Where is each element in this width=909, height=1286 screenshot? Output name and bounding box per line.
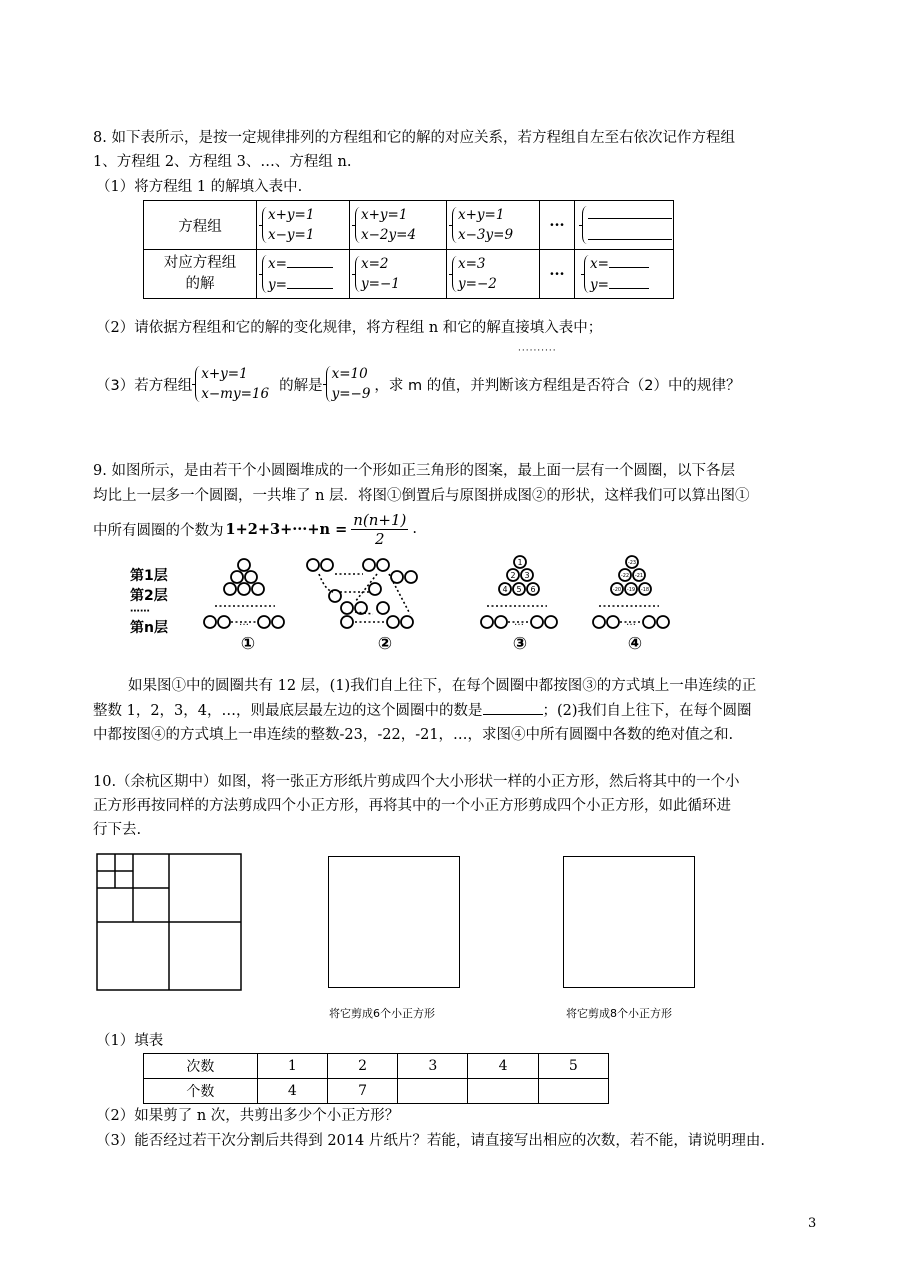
q10-part3: （3）能否经过若干次分割后共得到 2014 片纸片？若能，请直接写出相应的次数，若不能，请说明理由. (96, 1133, 765, 1149)
table-cell: 3 (398, 1054, 468, 1079)
q10-part2: （2）如果剪了 n 次，共剪出多少个小正方形？ (96, 1108, 400, 1124)
table-cell[interactable] (398, 1079, 468, 1104)
fig4-number: -21 (634, 573, 644, 579)
fig4-number: -22 (620, 573, 630, 579)
fig4-number: -18 (640, 587, 650, 593)
q9-para-line3: 中都按图④的方式填上一串连续的整数-23，-22，-21，…，求图④中所有圆圈中各数的绝对值之和. (93, 727, 734, 743)
fig3-number: 5 (516, 585, 522, 594)
q9-formula-line: 中所有圆圈的个数为 1+2+3+···+n = $\frac{n(n+1)}{2}$ . (93, 510, 417, 548)
figure-2-label: ② (377, 634, 393, 654)
q10-intro-line3: 行下去. (93, 822, 142, 838)
q8-part2: （2）请依据方程组和它的解的变化规律，将方程组 n 和它的解直接填入表中； (96, 320, 603, 336)
q10-intro-line1: 10.（余杭区期中）如图，将一张正方形纸片剪成四个大小形状一样的小正方形，然后将其中的一个小 (93, 774, 740, 790)
q8-part3: （3）若方程组 x+y=1 x−my=16 的解是 x=10 y=−9 ，求 m 的值，并判断该方程组是否符合（2）中的规律？ (96, 366, 741, 402)
fig4-number: -20 (612, 587, 622, 593)
q8-dots: ·········· (518, 346, 557, 356)
table-cell: 2 (328, 1054, 398, 1079)
q10-square-figure-2 (328, 856, 460, 988)
table-cell[interactable] (468, 1079, 538, 1104)
q10-square-figure-1 (95, 852, 245, 992)
q8-row2-header: 对应方程组 的解 (144, 250, 257, 299)
figure-1-label: ① (240, 634, 256, 654)
svg-text:…: … (626, 617, 636, 628)
q10-intro-line2: 正方形再按同样的方法剪成四个小正方形，再将其中的一个小正方形剪成四个小正方形，如此循环进 (93, 798, 731, 814)
q8-ellipsis-2: ··· (540, 250, 575, 299)
fig3-number: 3 (524, 571, 530, 580)
q8-system-2: x+y=1 x−2y=4 (350, 201, 447, 250)
figure-2-combined (307, 559, 417, 628)
table-cell[interactable] (538, 1079, 608, 1104)
layer-dots-label: ⋯⋯ (130, 606, 150, 617)
table-cell: 1 (257, 1054, 327, 1079)
layer-n-label: 第n层 (130, 620, 168, 636)
q8-equation-table (143, 200, 674, 299)
q8-system-1: x+y=1 x−y=1 (257, 201, 350, 250)
layer-1-label: 第1层 (130, 568, 168, 584)
fig4-number: -19 (626, 587, 636, 593)
fig3-number: 6 (530, 585, 536, 594)
fig3-number: 4 (502, 585, 508, 594)
svg-text:…: … (514, 617, 524, 628)
q10-part1: （1）填表 (96, 1033, 164, 1049)
q9-circle-figures (195, 552, 715, 656)
q8-solution-2: x=2 y=−1 (350, 250, 447, 299)
q8-solution-3: x=3 y=−2 (447, 250, 540, 299)
q10-fill-table (143, 1053, 609, 1104)
q9-para-line1: 如果图①中的圆圈共有 12 层，(1)我们自上往下，在每个圆圈中都按图③的方式填上一串连续的正 (128, 678, 757, 694)
table-cell: 4 (468, 1054, 538, 1079)
figure-4-label: ④ (627, 634, 643, 654)
q8-solution-n: x= y= (575, 250, 674, 299)
q9-intro-line1: 9. 如图所示，是由若干个小圆圈堆成的一个形如正三角形的图案，最上面一层有一个圆圈，以下各层 (93, 463, 735, 479)
q10-caption-3: 将它剪成8个小正方形 (566, 1007, 672, 1020)
layer-2-label: 第2层 (130, 588, 168, 604)
q8-solution-1: x= y= (257, 250, 350, 299)
q8-intro-line1: 8. 如下表所示，是按一定规律排列的方程组和它的解的对应关系，若方程组自左至右依次记作方程组 (93, 130, 735, 146)
q8-part1: （1）将方程组 1 的解填入表中. (96, 179, 303, 195)
q8-intro-line2: 1、方程组 2、方程组 3、…、方程组 n. (93, 154, 352, 170)
svg-text:…: … (239, 617, 249, 628)
fig4-number: -23 (627, 560, 637, 566)
fig3-number: 1 (517, 558, 523, 567)
table-cell: 个数 (144, 1079, 258, 1104)
fig3-number: 2 (510, 571, 516, 580)
figure-3-label: ③ (512, 634, 528, 654)
q8-system-n (575, 201, 674, 250)
q10-caption-2: 将它剪成6个小正方形 (329, 1007, 435, 1020)
q9-intro-line2: 均比上一层多一个圆圈，一共堆了 n 层．将图①倒置后与原图拼成图②的形状，这样我们可以算出图① (93, 488, 750, 504)
table-cell: 7 (328, 1079, 398, 1104)
q10-square-figure-3 (563, 856, 695, 988)
q8-row1-header: 方程组 (144, 201, 257, 250)
table-cell: 次数 (144, 1054, 258, 1079)
table-cell: 4 (257, 1079, 327, 1104)
q8-ellipsis-1: ··· (540, 201, 575, 250)
q9-para-line2: 整数 1，2，3，4，…，则最底层最左边的这个圆圈中的数是 ；(2)我们自上往下，在每个圆圈 (93, 700, 752, 721)
q8-system-3: x+y=1 x−3y=9 (447, 201, 540, 250)
table-cell: 5 (538, 1054, 608, 1079)
page-number: 3 (808, 1216, 817, 1231)
q9-layer-labels (130, 566, 168, 638)
